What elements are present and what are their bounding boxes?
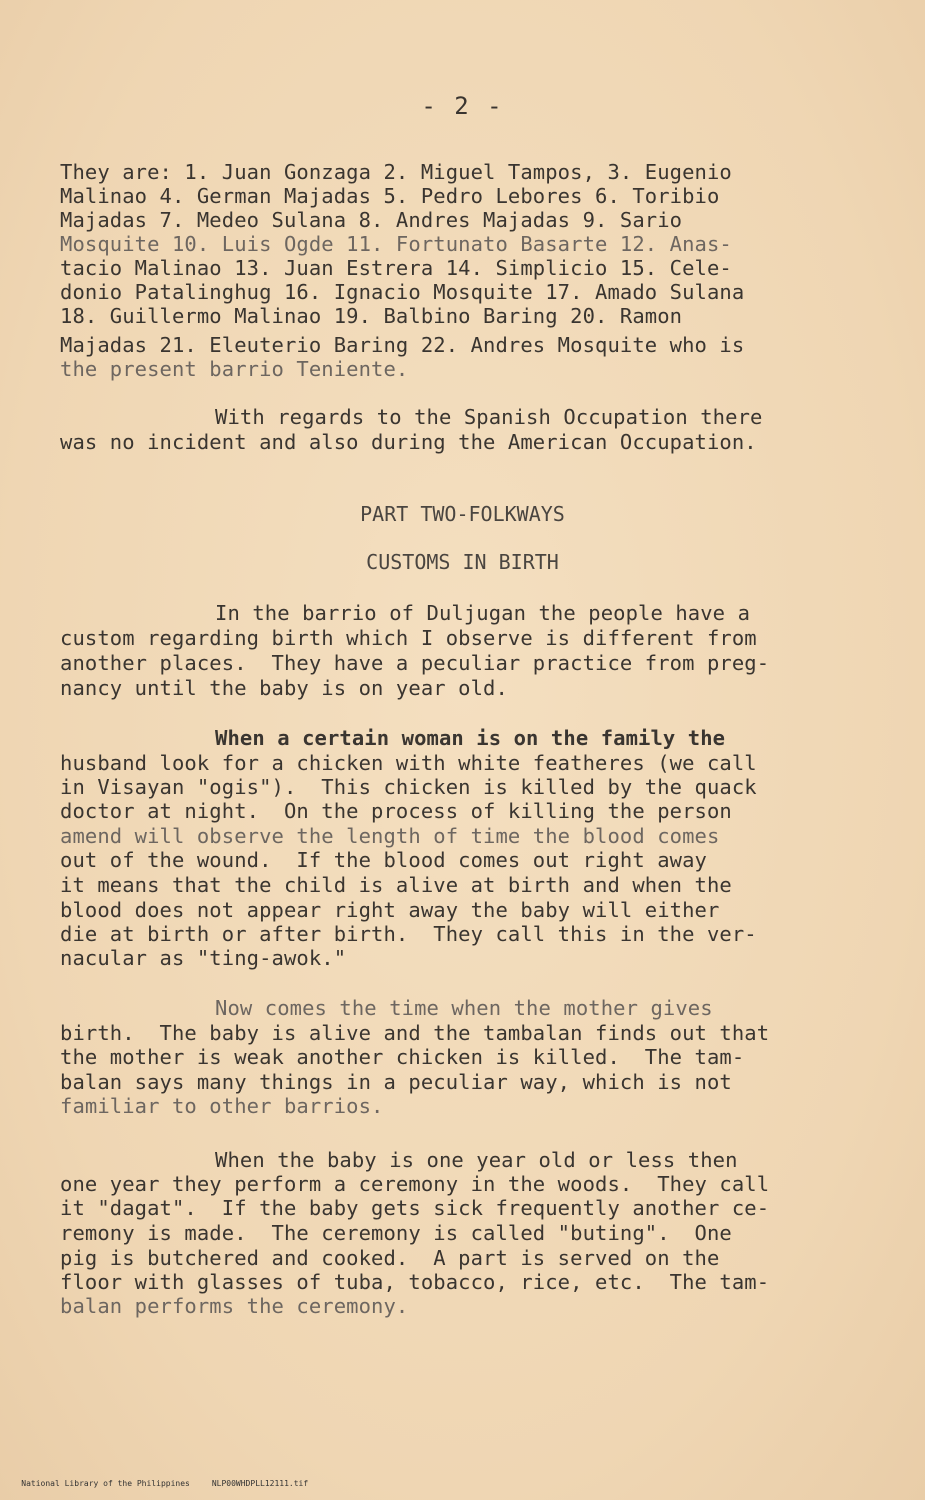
text-line: the present barrio Teniente. xyxy=(60,357,409,381)
text-line: custom regarding birth which I observe is different from xyxy=(60,626,757,650)
text-line: Majadas 7. Medeo Sulana 8. Andres Majadas 9. Sario xyxy=(60,208,683,232)
scan-footer xyxy=(2,1470,330,1497)
text-line: familiar to other barrios. xyxy=(60,1094,384,1118)
text-line: one year they perform a ceremony in the woods. They call xyxy=(60,1172,770,1196)
text-line: birth. The baby is alive and the tambalan finds out that xyxy=(60,1021,770,1045)
text-line: amend will observe the length of time the blood comes xyxy=(60,824,720,848)
footer-file-id: NLP00WHDPLL12111.tif xyxy=(211,1479,309,1488)
text-line: Now comes the time when the mother gives xyxy=(215,996,713,1020)
text-line: it means that the child is alive at birth and when the xyxy=(60,873,732,897)
text-line: nancy until the baby is on year old. xyxy=(60,676,508,700)
text-line: They are: 1. Juan Gonzaga 2. Miguel Tampos, 3. Eugenio xyxy=(60,160,732,184)
text-line: was no incident and also during the American Occupation. xyxy=(60,430,757,454)
text-line: the mother is weak another chicken is killed. The tam- xyxy=(60,1045,745,1069)
text-line: In the barrio of Duljugan the people have a xyxy=(215,601,751,625)
text-line: out of the wound. If the blood comes out right away xyxy=(60,848,707,872)
text-line: With regards to the Spanish Occupation there xyxy=(215,405,763,429)
text-line: blood does not appear right away the baby will either xyxy=(60,898,720,922)
text-line: Malinao 4. German Majadas 5. Pedro Lebores 6. Toribio xyxy=(60,184,720,208)
text-line: pig is butchered and cooked. A part is served on the xyxy=(60,1246,720,1270)
text-line: balan says many things in a peculiar way, which is not xyxy=(60,1070,732,1094)
text-line: remony is made. The ceremony is called "buting". One xyxy=(60,1221,732,1245)
text-line: balan performs the ceremony. xyxy=(60,1294,409,1318)
text-line: doctor at night. On the process of killing the person xyxy=(60,799,732,823)
subsection-heading: CUSTOMS IN BIRTH xyxy=(366,550,559,574)
text-line: tacio Malinao 13. Juan Estrera 14. Simplicio 15. Cele- xyxy=(60,256,732,280)
text-line: 18. Guillermo Malinao 19. Balbino Baring 20. Ramon xyxy=(60,304,683,328)
text-line: Majadas 21. Eleuterio Baring 22. Andres Mosquite who is xyxy=(60,333,745,357)
footer-library: National Library of the Philippines xyxy=(21,1479,190,1488)
text-line: another places. They have a peculiar practice from preg- xyxy=(60,651,770,675)
text-line: Mosquite 10. Luis Ogde 11. Fortunato Basarte 12. Anas- xyxy=(60,232,732,256)
text-line: floor with glasses of tuba, tobacco, rice, etc. The tam- xyxy=(60,1270,770,1294)
page-number: - 2 - xyxy=(421,92,504,120)
text-line: it "dagat". If the baby gets sick frequently another ce- xyxy=(60,1196,770,1220)
text-line: nacular as "ting-awok." xyxy=(60,946,347,970)
text-line: husband look for a chicken with white featheres (we call xyxy=(60,751,757,775)
text-line: When the baby is one year old or less then xyxy=(215,1148,738,1172)
text-line: in Visayan "ogis"). This chicken is killed by the quack xyxy=(60,775,757,799)
section-heading: PART TWO-FOLKWAYS xyxy=(360,502,565,526)
text-line: donio Patalinghug 16. Ignacio Mosquite 17. Amado Sulana xyxy=(60,280,745,304)
text-line: die at birth or after birth. They call this in the ver- xyxy=(60,922,757,946)
text-line: When a certain woman is on the family the xyxy=(215,726,726,750)
